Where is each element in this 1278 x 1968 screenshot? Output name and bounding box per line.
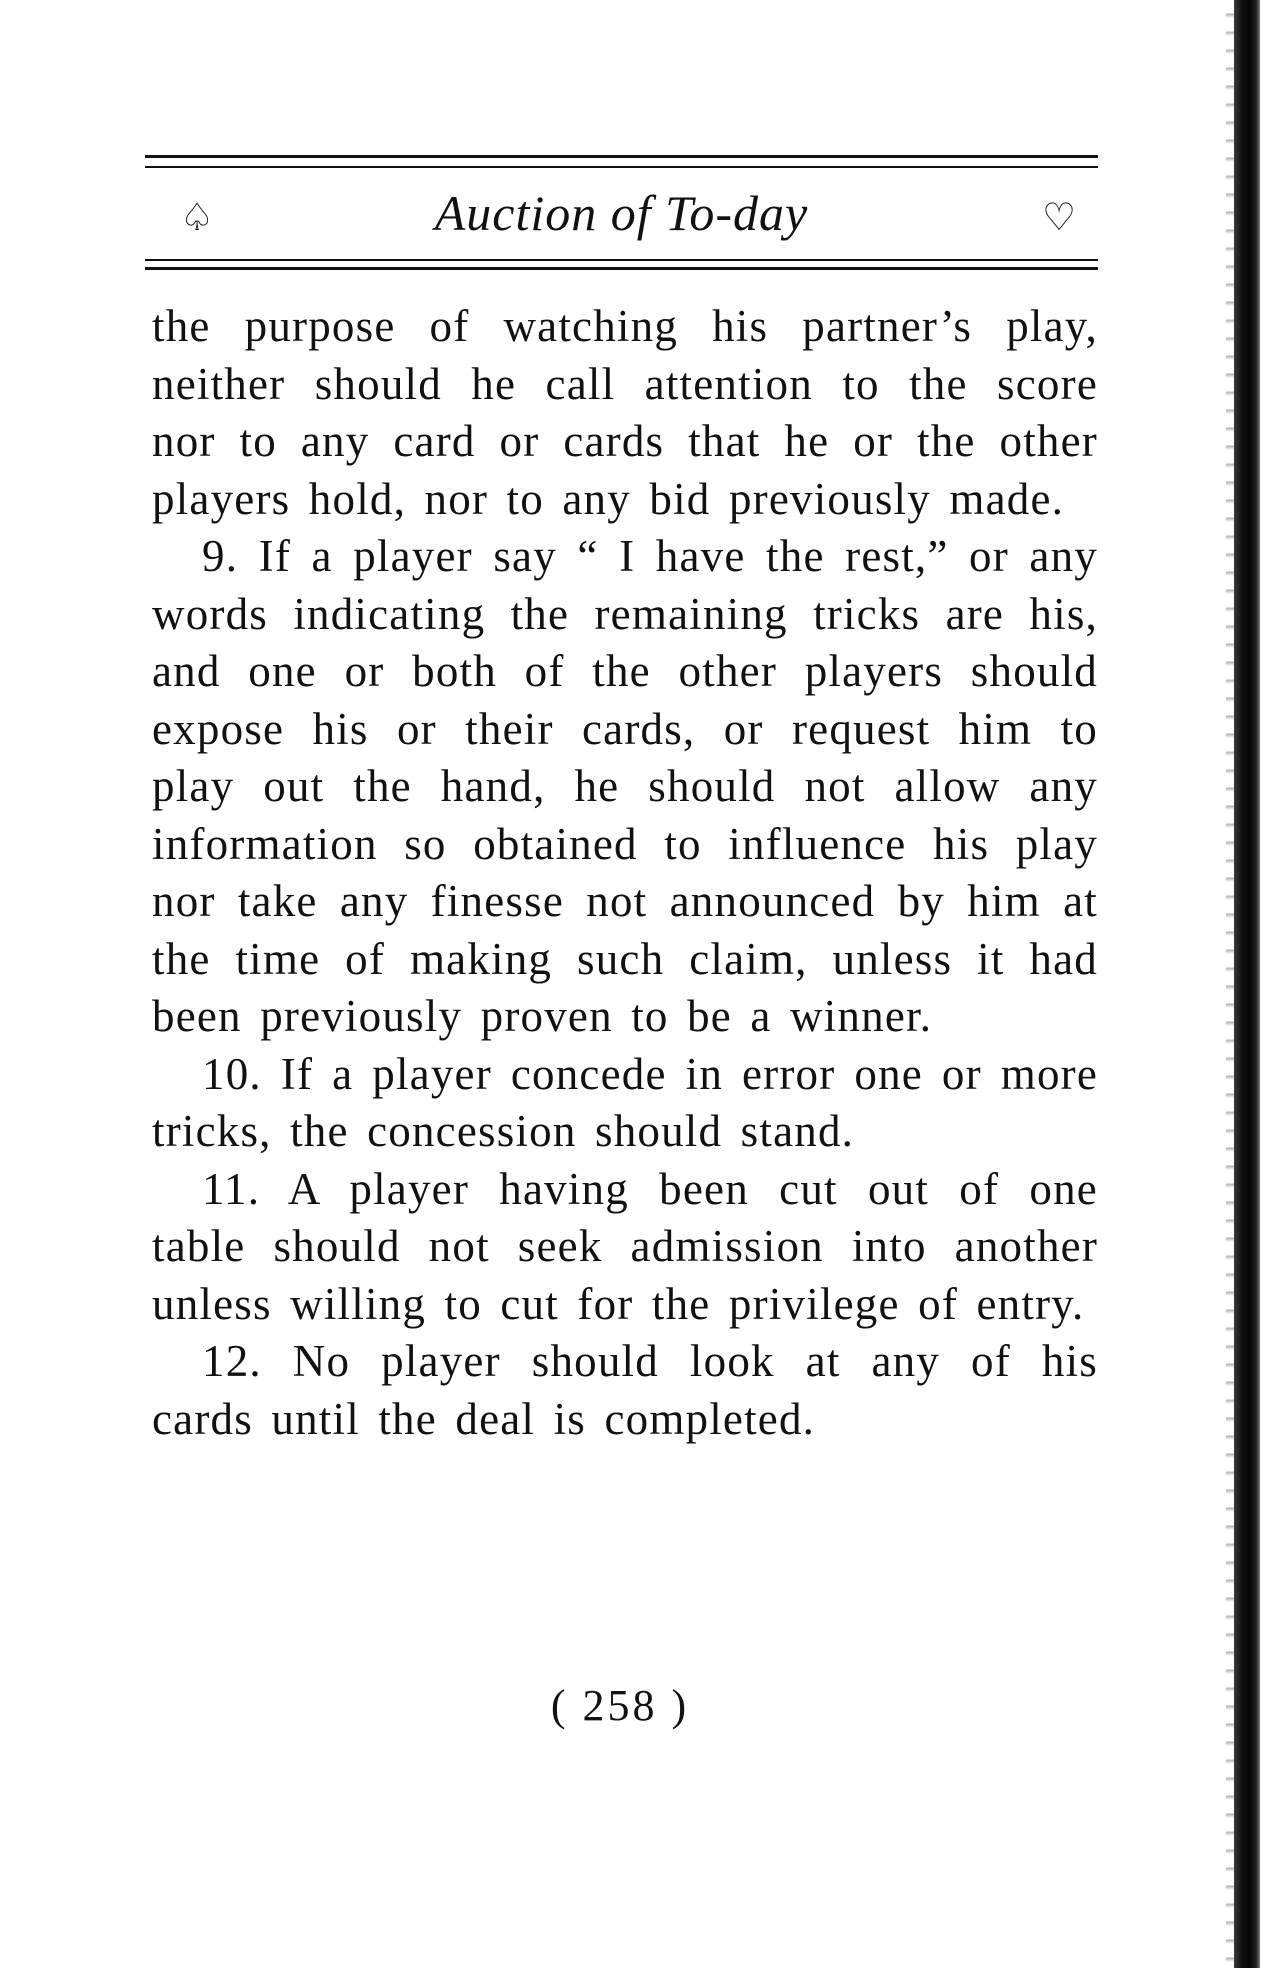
paragraph-continuation: the purpose of watching his partner’s play, neither should he call attention to the score nor to any card or cards that he or the other players hold, nor to any bid previously made.	[152, 301, 1098, 524]
paragraph-rule-10: 10. If a player concede in error one or more tricks, the concession should stand.	[152, 1048, 1098, 1156]
spade-icon: ♤	[180, 197, 215, 239]
page-edge	[1234, 0, 1260, 1968]
header-rule-top-thin	[145, 166, 1098, 168]
header-rule-bottom-thin	[145, 259, 1098, 261]
page-number: ( 258 )	[550, 1681, 690, 1730]
paragraph-rule-12: 12. No player should look at any of his cards until the deal is completed.	[152, 1336, 1098, 1444]
heart-icon: ♡	[1042, 197, 1077, 239]
header-rule-top-thick	[145, 155, 1098, 158]
paragraph-rule-11: 11. A player having been cut out of one table should not seek admission into another unless willing to cut for the privilege of entry.	[152, 1163, 1098, 1329]
body-text	[152, 298, 1098, 1448]
running-title: Auction of To-day	[434, 185, 809, 241]
header-rule-bottom-thick	[145, 267, 1098, 270]
paragraph-rule-9: 9. If a player say “ I have the rest,” or any words indicating the remaining tricks are his, and one or both of the other players should expose his or their cards, or request him to play out the hand, he should not allow any information so obtained to influence his play nor take any finesse not announced by him at the time of making such claim, unless it had been previously proven to be a winner.	[152, 531, 1098, 1041]
